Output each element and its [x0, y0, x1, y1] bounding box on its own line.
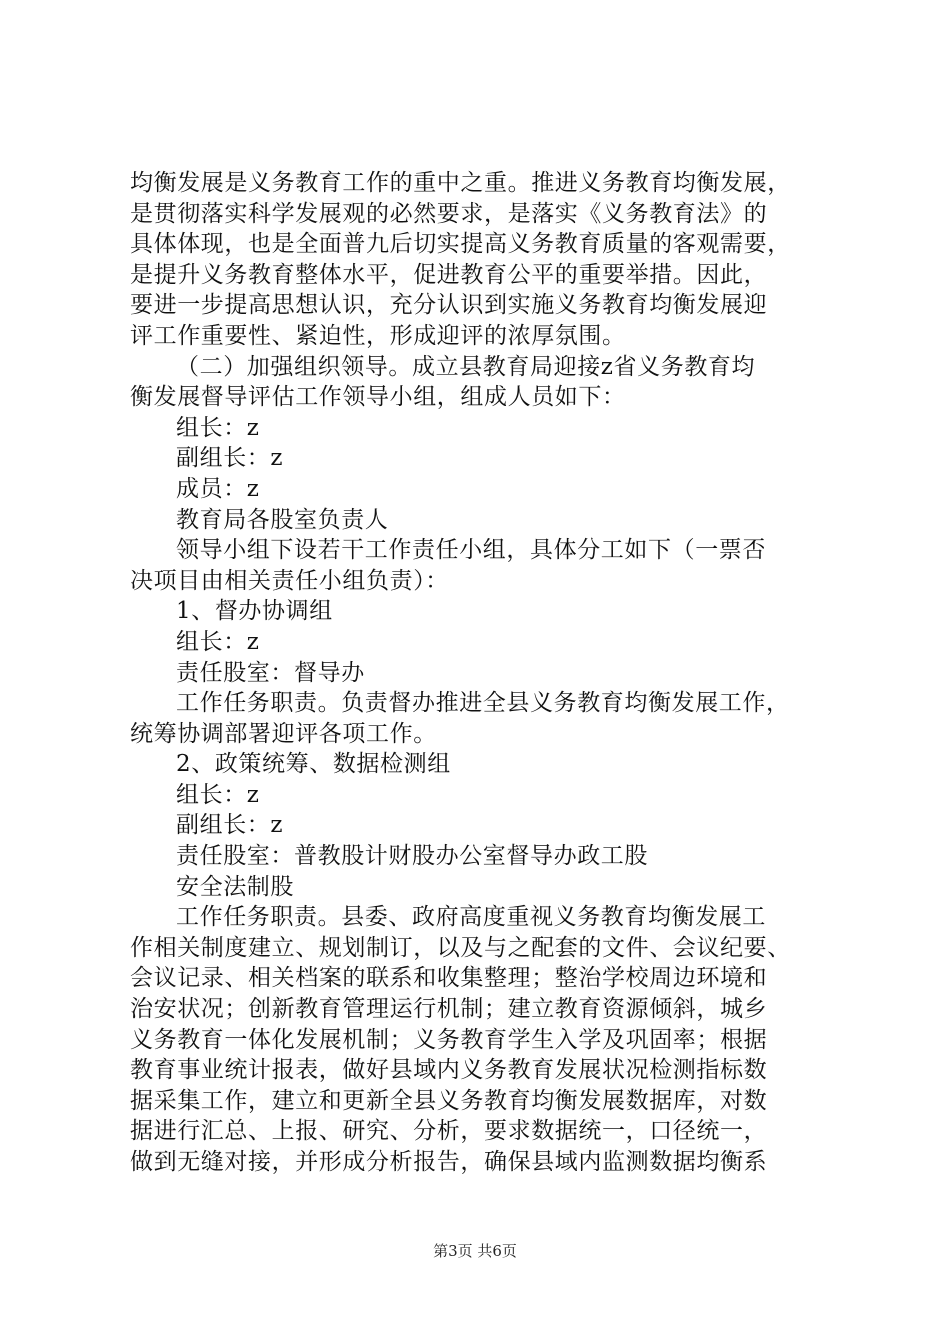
text-line: 义务教育一体化发展机制；义务教育学生入学及巩固率；根据: [130, 1026, 768, 1053]
text-line: 据进行汇总、上报、研究、分析，要求数据统一，口径统一，: [130, 1118, 768, 1145]
member-line: 副组长：z: [176, 812, 284, 839]
member-line: 责任股室：普教股计财股办公室督导办政工股: [176, 843, 648, 870]
text-line: 工作任务职责。县委、政府高度重视义务教育均衡发展工: [176, 904, 766, 931]
text-line: 统筹协调部署迎评各项工作。: [130, 720, 437, 747]
group-heading-line: 2、政策统筹、数据检测组: [176, 751, 451, 778]
member-line: 组长：z: [176, 628, 260, 655]
text-line: 教育事业统计报表，做好县域内义务教育发展状况检测指标数: [130, 1057, 768, 1084]
member-line: 组长：z: [176, 781, 260, 808]
member-line: 成员：z: [176, 475, 260, 502]
text-line: 据采集工作，建立和更新全县义务教育均衡发展数据库，对数: [130, 1087, 768, 1114]
member-line: 教育局各股室负责人: [176, 506, 389, 533]
page-number-footer: 第3页 共6页: [433, 1242, 517, 1260]
text-line: 衡发展督导评估工作领导小组，组成人员如下：: [130, 384, 626, 411]
text-line: 是提升义务教育整体水平，促进教育公平的重要举措。因此，: [130, 261, 768, 288]
text-line: 具体体现，也是全面普九后切实提高义务教育质量的客观需要，: [130, 231, 791, 258]
member-line: 组长：z: [176, 414, 260, 441]
text-line: 作相关制度建立、规划制订，以及与之配套的文件、会议纪要、: [130, 934, 791, 961]
section-heading-line: （二）加强组织领导。成立县教育局迎接z省义务教育均: [176, 353, 756, 380]
text-line: 做到无缝对接，并形成分析报告，确保县域内监测数据均衡系: [130, 1149, 768, 1175]
text-line: 工作任务职责。负责督办推进全县义务教育均衡发展工作，: [176, 690, 790, 717]
text-line: 要进一步提高思想认识，充分认识到实施义务教育均衡发展迎: [130, 292, 768, 319]
text-line: 评工作重要性、紧迫性，形成迎评的浓厚氛围。: [130, 322, 626, 349]
document-body: [130, 168, 830, 1178]
group-heading-line: 1、督办协调组: [176, 598, 333, 625]
member-line: 副组长：z: [176, 445, 284, 472]
text-line: 是贯彻落实科学发展观的必然要求，是落实《义务教育法》的: [130, 200, 768, 227]
text-line: 领导小组下设若干工作责任小组，具体分工如下（一票否: [176, 537, 766, 564]
text-line: 决项目由相关责任小组负责）：: [130, 567, 449, 594]
member-line: 安全法制股: [176, 873, 294, 900]
member-line: 责任股室：督导办: [176, 659, 365, 686]
text-line: 均衡发展是义务教育工作的重中之重。推进义务教育均衡发展，: [130, 170, 791, 196]
text-line: 会议记录、相关档案的联系和收集整理；整治学校周边环境和: [130, 965, 768, 992]
text-line: 治安状况；创新教育管理运行机制；建立教育资源倾斜，城乡: [130, 996, 768, 1023]
